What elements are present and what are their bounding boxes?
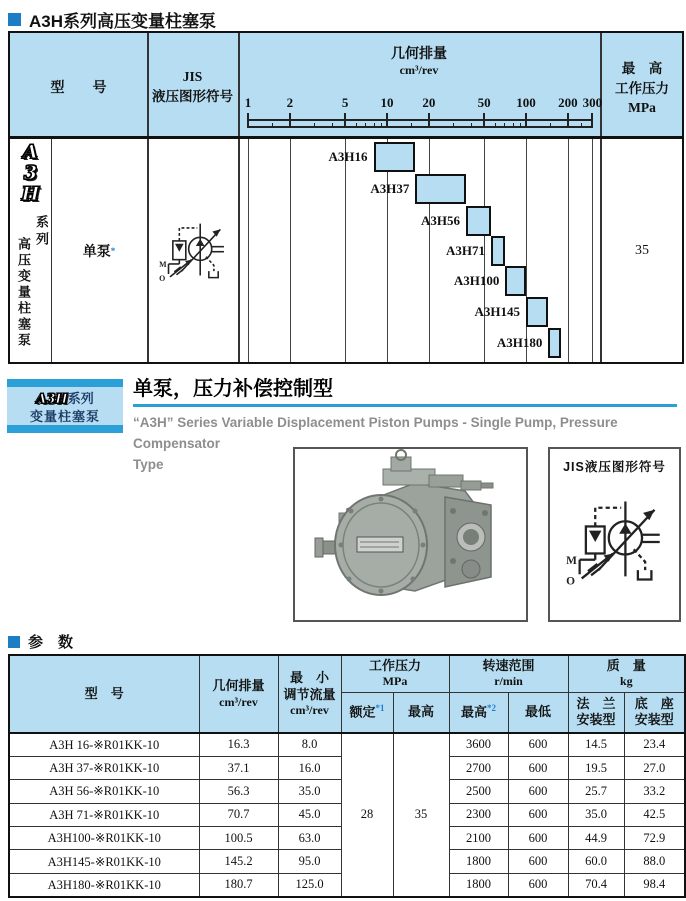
parameters-table <box>8 654 686 898</box>
bar-label: A3H16 <box>328 149 368 164</box>
scale-minor-tick <box>495 123 496 128</box>
param-model: A3H180-※R01KK-10 <box>9 873 199 896</box>
jis-port-m-label: M <box>158 259 167 269</box>
scale-tick-label: 20 <box>422 95 436 110</box>
jis-hydraulic-symbol-large <box>563 485 667 597</box>
param-header-speed-min: 最低 <box>508 692 568 733</box>
param-speed-max: 2100 <box>449 827 508 850</box>
chart-gridline <box>592 139 593 362</box>
param-speed-max: 2700 <box>449 756 508 779</box>
jis-port-o-label: O <box>158 273 165 283</box>
param-header-mass-group: 质 量 kg <box>568 655 685 692</box>
jis-symbol-cell <box>147 139 238 362</box>
header-jis-line1: JIS <box>182 69 203 84</box>
scale-major-tick <box>289 113 291 128</box>
param-displacement: 100.5 <box>199 827 278 850</box>
param-header-displacement: 几何排量 cm³/rev <box>199 655 278 733</box>
series-badge <box>7 379 123 433</box>
max-pressure-value: 35 <box>635 242 649 258</box>
header-displacement-unit: cm³/rev <box>399 63 439 77</box>
scale-major-tick <box>567 113 569 128</box>
scale-minor-tick <box>550 123 551 128</box>
main-section-title-text: A3H系列高压变量柱塞泵 <box>29 12 217 31</box>
header-max-pressure-line2: 工作压力 <box>615 81 669 96</box>
param-header-speed-max: 最高$^{*2}$ <box>449 692 508 733</box>
badge-bottom-strip <box>7 425 123 433</box>
selection-table-body <box>10 139 682 362</box>
badge-top-strip <box>7 379 123 387</box>
scale-major-tick <box>525 113 527 128</box>
param-speed-max: 1800 <box>449 873 508 896</box>
param-mass-flange: 35.0 <box>568 803 624 826</box>
param-mass-base: 88.0 <box>624 850 685 873</box>
bar-label: A3H145 <box>474 304 520 319</box>
bar-label: A3H100 <box>453 273 500 288</box>
scale-minor-tick <box>513 123 514 128</box>
badge-product-label: 变量柱塞泵 <box>29 409 100 424</box>
param-header-rated: 额定$^{*1}$ <box>341 692 393 733</box>
a3h-logo <box>10 142 51 205</box>
displacement-range-bar <box>526 297 548 327</box>
params-section-title-text: 参 数 <box>28 634 74 651</box>
header-max-pressure-line1: 最 高 <box>621 61 663 76</box>
scale-tick-label: 100 <box>516 95 536 110</box>
param-pressure-max: 35 <box>393 733 449 897</box>
scale-tick-label: 1 <box>244 95 252 110</box>
scale-major-tick <box>386 113 388 128</box>
series-vertical-label: 系列 <box>34 215 49 249</box>
heading-underline <box>133 404 677 407</box>
scale-minor-tick <box>520 123 521 128</box>
param-displacement: 180.7 <box>199 873 278 896</box>
param-header-speed-group: 转速范围 r/min <box>449 655 568 692</box>
product-vertical-label: 高压变量柱塞泵 <box>16 237 31 349</box>
param-header-minflow: 最 小 调节流量 cm³/rev <box>278 655 341 733</box>
scale-minor-tick <box>411 123 412 128</box>
param-speed-max: 1800 <box>449 850 508 873</box>
scale-major-tick <box>344 113 346 128</box>
scale-major-tick <box>247 113 249 128</box>
param-displacement: 16.3 <box>199 733 278 756</box>
badge-series-label: 系列 <box>67 391 94 406</box>
blue-square-icon <box>8 636 20 648</box>
param-header-pressure-group: 工作压力 MPa <box>341 655 449 692</box>
param-speed-min: 600 <box>508 756 568 779</box>
displacement-scale <box>238 33 603 136</box>
param-header-base: 底 座 安装型 <box>624 692 685 733</box>
param-row <box>9 733 685 756</box>
scale-major-tick <box>428 113 430 128</box>
displacement-range-bar <box>548 328 561 358</box>
scale-tick-label: 200 <box>558 95 578 110</box>
scale-minor-tick <box>272 123 273 128</box>
param-speed-min: 600 <box>508 803 568 826</box>
displacement-range-bar <box>374 142 416 172</box>
chart-gridline <box>568 139 569 362</box>
param-speed-min: 600 <box>508 827 568 850</box>
param-header-model: 型 号 <box>9 655 199 733</box>
bar-label: A3H71 <box>445 243 485 258</box>
param-mass-base: 33.2 <box>624 780 685 803</box>
scale-major-tick <box>591 113 593 128</box>
param-speed-min: 600 <box>508 733 568 756</box>
param-mass-base: 23.4 <box>624 733 685 756</box>
scale-minor-tick <box>471 123 472 128</box>
param-min-flow: 63.0 <box>278 827 341 850</box>
pump-photo-frame <box>293 447 528 622</box>
header-max-pressure-unit: MPa <box>628 100 656 115</box>
displacement-range-bar <box>415 174 466 204</box>
scale-tick-label: 5 <box>341 95 349 110</box>
param-displacement: 145.2 <box>199 850 278 873</box>
param-mass-base: 72.9 <box>624 827 685 850</box>
badge-body <box>7 387 123 425</box>
pump-selection-table <box>8 31 684 364</box>
logo-letter-h: H <box>21 183 40 205</box>
scale-axis-band <box>248 119 592 128</box>
bar-label: A3H37 <box>370 181 410 196</box>
param-min-flow: 125.0 <box>278 873 341 896</box>
pump-type-cell <box>51 139 147 362</box>
param-min-flow: 95.0 <box>278 850 341 873</box>
scale-minor-tick <box>581 123 582 128</box>
bar-label: A3H180 <box>496 335 543 350</box>
param-displacement: 37.1 <box>199 756 278 779</box>
param-displacement: 56.3 <box>199 780 278 803</box>
displacement-chart-body <box>238 139 600 362</box>
param-speed-max: 3600 <box>449 733 508 756</box>
scale-minor-tick <box>374 123 375 128</box>
displacement-range-bar <box>466 206 491 236</box>
param-speed-max: 2300 <box>449 803 508 826</box>
param-min-flow: 45.0 <box>278 803 341 826</box>
scale-minor-tick <box>381 123 382 128</box>
param-header-max: 最高 <box>393 692 449 733</box>
displacement-range-bar <box>505 266 526 296</box>
logo-letter-a: A <box>23 141 38 163</box>
param-displacement: 70.7 <box>199 803 278 826</box>
param-mass-base: 27.0 <box>624 756 685 779</box>
scale-major-tick <box>483 113 485 128</box>
badge-logo: A3H <box>36 392 68 407</box>
param-header-flange: 法 兰 安装型 <box>568 692 624 733</box>
scale-tick-label: 300 <box>582 95 603 110</box>
main-section-title <box>8 7 216 32</box>
param-mass-base: 42.5 <box>624 803 685 826</box>
param-mass-base: 98.4 <box>624 873 685 896</box>
param-model: A3H 16-※R01KK-10 <box>9 733 199 756</box>
param-speed-min: 600 <box>508 780 568 803</box>
param-speed-max: 2500 <box>449 780 508 803</box>
param-min-flow: 16.0 <box>278 756 341 779</box>
scale-tick-label: 50 <box>477 95 491 110</box>
scale-minor-tick <box>453 123 454 128</box>
params-section-title <box>8 631 73 652</box>
header-model: 型 号 <box>50 81 107 96</box>
scale-minor-tick <box>356 123 357 128</box>
subsection-heading-en-line1: “A3H” Series Variable Displacement Piston Pumps - Single Pump, Pressure Compensator <box>133 415 618 451</box>
header-displacement-title: 几何排量 <box>391 47 447 62</box>
scale-minor-tick <box>504 123 505 128</box>
pump-type-footnote-mark: * <box>110 245 116 256</box>
param-mass-flange: 19.5 <box>568 756 624 779</box>
displacement-range-bar <box>491 236 505 266</box>
jis-box-title: JIS液压图形符号 <box>563 460 666 474</box>
param-model: A3H 71-※R01KK-10 <box>9 803 199 826</box>
jis-port-m-label: M <box>565 554 577 567</box>
scale-minor-tick <box>365 123 366 128</box>
parameters-table-body <box>9 733 685 897</box>
param-pressure-rated: 28 <box>341 733 393 897</box>
header-max-pressure <box>600 57 684 116</box>
scale-minor-tick <box>332 123 333 128</box>
subsection-heading-en-line2: Type <box>133 457 164 472</box>
param-model: A3H 56-※R01KK-10 <box>9 780 199 803</box>
param-model: A3H100-※R01KK-10 <box>9 827 199 850</box>
header-jis <box>147 69 238 105</box>
subsection-heading-cn: 单泵，压力补偿控制型 <box>133 378 333 400</box>
jis-port-o-label: O <box>565 575 575 588</box>
param-model: A3H 37-※R01KK-10 <box>9 756 199 779</box>
param-model: A3H145-※R01KK-10 <box>9 850 199 873</box>
pump-photo <box>295 449 526 620</box>
selection-table-header <box>10 33 682 139</box>
param-mass-flange: 60.0 <box>568 850 624 873</box>
param-mass-flange: 44.9 <box>568 827 624 850</box>
param-min-flow: 8.0 <box>278 733 341 756</box>
pump-type-label: 单泵 <box>82 244 111 260</box>
series-sidebar <box>10 139 51 362</box>
jis-symbol-frame <box>548 447 681 622</box>
header-jis-line2: 液压图形符号 <box>152 89 233 104</box>
param-speed-min: 600 <box>508 850 568 873</box>
param-mass-flange: 70.4 <box>568 873 624 896</box>
scale-tick-label: 10 <box>380 95 394 110</box>
blue-square-icon <box>8 13 21 26</box>
param-min-flow: 35.0 <box>278 780 341 803</box>
logo-letter-3: 3 <box>23 162 38 184</box>
scale-tick-label: 2 <box>286 95 294 110</box>
scale-minor-tick <box>314 123 315 128</box>
jis-hydraulic-symbol <box>157 213 229 289</box>
bar-label: A3H56 <box>420 213 460 228</box>
param-mass-flange: 25.7 <box>568 780 624 803</box>
param-speed-min: 600 <box>508 873 568 896</box>
param-mass-flange: 14.5 <box>568 733 624 756</box>
